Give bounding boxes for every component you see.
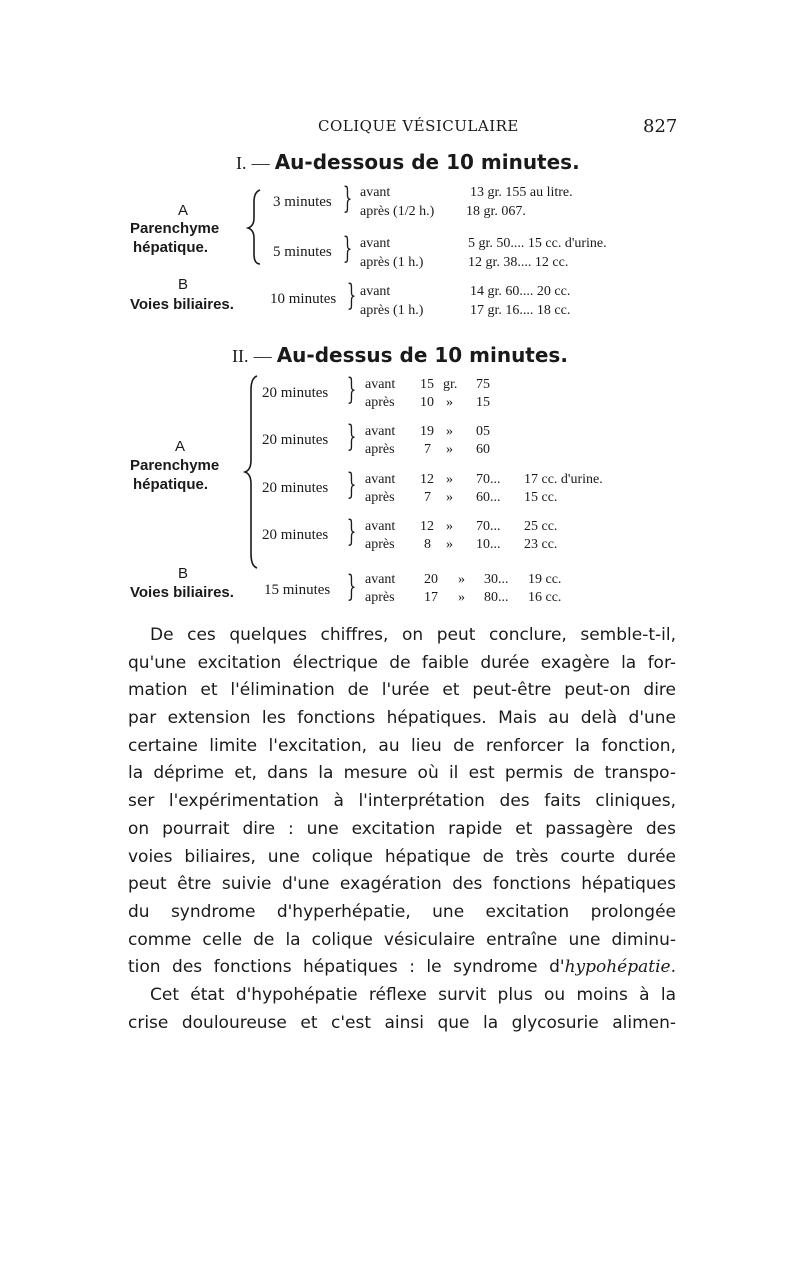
section-1-title: Au-dessous de 10 minutes. (274, 150, 580, 174)
s1-a-row1-after-value: 18 gr. 067. (466, 204, 526, 219)
s1-group-a-letter: A (178, 202, 189, 219)
s1-a-row2-duration: 5 minutes (273, 244, 332, 260)
s1-group-b-label: Voies biliaires. (130, 296, 234, 313)
s1-a-row2-before: avant (360, 236, 391, 251)
body-line: certaine limite l'excitation, au lieu de renforcer la fonction, (128, 735, 676, 756)
s2-a-row3-b3: » (446, 472, 453, 487)
s2-a-row1-b4: 75 (476, 377, 490, 392)
s2-a-row2-a2: 7 (424, 442, 431, 457)
section-1-heading (236, 150, 580, 174)
s1-a-row2-brace: } (342, 231, 353, 266)
s2-a-row3-a4: 60... (476, 490, 501, 505)
s2-a-row3-b2: 12 (420, 472, 434, 487)
section-1-dash: — (251, 153, 270, 173)
s2-b-row1-brace: } (346, 569, 357, 604)
s2-b-row1-a2: 17 (424, 590, 438, 605)
s1-b-row1-after-value: 17 gr. 16.... 18 cc. (470, 303, 571, 318)
s2-a-row3-b5: 17 cc. d'urine. (524, 472, 603, 487)
s2-group-a-label-1: Parenchyme (130, 457, 220, 474)
body-text (128, 622, 676, 1037)
s2-a-row1-a1: après (365, 395, 395, 410)
body-line: voies biliaires, une colique hépatique de très courte durée (128, 846, 676, 867)
italic-term: hypohépatie. (564, 957, 676, 978)
s2-a-row4-b4: 70... (476, 519, 501, 534)
s2-b-row1-b1: avant (365, 572, 396, 587)
s2-b-row1-a4: 80... (484, 590, 509, 605)
s2-b-row1-b3: » (458, 572, 465, 587)
s2-a-row1-brace: } (346, 372, 357, 407)
s1-a-row1-after: après (1/2 h.) (360, 204, 435, 219)
s2-group-b-letter: B (178, 565, 189, 582)
s2-a-row4-b5: 25 cc. (524, 519, 558, 534)
body-line: mation et l'élimination de l'urée et peut-être peut-on dire (128, 680, 676, 701)
s1-group-a-label-2: hépatique. (133, 239, 209, 256)
s2-b-row1-b2: 20 (424, 572, 438, 587)
s2-a-row4-a1: après (365, 537, 395, 552)
section-2-title: Au-dessus de 10 minutes. (276, 343, 568, 367)
s2-a-row1-duration: 20 minutes (262, 385, 329, 401)
s2-a-row3-a3: » (446, 490, 453, 505)
s2-a-row2-brace: } (346, 419, 357, 454)
s2-a-row1-a3: » (446, 395, 453, 410)
s2-a-row3-brace: } (346, 467, 357, 502)
body-line: crise douloureuse et c'est ainsi que la glycosurie alimen- (128, 1012, 676, 1033)
s2-a-row3-a2: 7 (424, 490, 431, 505)
section-2-number: II. (232, 346, 249, 366)
s2-b-row1-b4: 30... (484, 572, 509, 587)
s1-group-a-label-1: Parenchyme (130, 220, 220, 237)
s1-b-row1-brace: } (346, 278, 357, 313)
s2-a-row1-a2: 10 (420, 395, 434, 410)
s2-b-row1-a3: » (458, 590, 465, 605)
body-line: la déprime et, dans la mesure où il est permis de transpo- (128, 763, 676, 784)
page-number: 827 (643, 116, 678, 137)
s1-a-row2-after: après (1 h.) (360, 255, 424, 270)
s1-b-row1-before: avant (360, 284, 391, 299)
s2-a-row2-b4: 05 (476, 424, 490, 439)
body-line-13 (128, 954, 676, 982)
s2-a-row2-a1: après (365, 442, 395, 457)
s2-b-row1-b5: 19 cc. (528, 572, 562, 587)
s2-a-row2-a4: 60 (476, 442, 490, 457)
section-2-heading (232, 343, 568, 367)
s2-a-row4-a4: 10... (476, 537, 501, 552)
s1-a-row1-duration: 3 minutes (273, 194, 332, 210)
s2-a-row3-b4: 70... (476, 472, 501, 487)
s2-a-row4-a2: 8 (424, 537, 431, 552)
s2-b-row1-duration: 15 minutes (264, 582, 331, 598)
s2-a-row1-b2: 15 (420, 377, 434, 392)
s2-a-row1-a4: 15 (476, 395, 490, 410)
s2-a-row4-b3: » (446, 519, 453, 534)
s2-a-row3-a5: 15 cc. (524, 490, 558, 505)
s2-group-a-label-2: hépatique. (133, 476, 209, 493)
s2-a-row3-duration: 20 minutes (262, 480, 329, 496)
s2-a-row4-brace: } (346, 514, 357, 549)
s1-group-a-big-brace (246, 188, 266, 266)
s1-a-row1-brace: } (342, 181, 353, 216)
section-1-number: I. (236, 153, 247, 173)
s1-a-row2-after-value: 12 gr. 38.... 12 cc. (468, 255, 569, 270)
body-line: ser l'expérimentation à l'interprétation des faits cliniques, (128, 791, 676, 812)
body-line: du syndrome d'hyperhépatie, une excitation prolongée (128, 901, 676, 922)
s1-b-row1-duration: 10 minutes (270, 291, 337, 307)
s2-b-row1-a5: 16 cc. (528, 590, 562, 605)
s2-a-row3-a1: après (365, 490, 395, 505)
s2-a-row2-a3: » (446, 442, 453, 457)
s1-b-row1-before-value: 14 gr. 60.... 20 cc. (470, 284, 571, 299)
s2-a-row3-b1: avant (365, 472, 396, 487)
body-line: De ces quelques chiffres, on peut conclure, semble-t-il, (150, 625, 676, 645)
body-line: par extension les fonctions hépatiques. Mais au delà d'une (128, 708, 676, 729)
s1-a-row1-before: avant (360, 185, 391, 200)
section-2-dash: — (253, 346, 272, 366)
s1-group-b-letter: B (178, 276, 189, 293)
s2-a-row1-b3: gr. (443, 377, 458, 392)
running-title: COLIQUE VÉSICULAIRE (318, 117, 519, 135)
s2-b-row1-a1: après (365, 590, 395, 605)
body-line-13-text: tion des fonctions hépatiques : le syndrome d' (128, 957, 565, 978)
s2-a-row2-duration: 20 minutes (262, 432, 329, 448)
s2-a-row4-duration: 20 minutes (262, 527, 329, 543)
body-line: peut être suivie d'une exagération des fonctions hépatiques (128, 874, 676, 895)
body-line: comme celle de la colique vésiculaire entraîne une diminu- (128, 929, 676, 950)
s2-a-row4-b2: 12 (420, 519, 434, 534)
body-line: qu'une excitation électrique de faible durée exagère la for- (128, 652, 676, 673)
body-line: on pourrait dire : une excitation rapide et passagère des (128, 818, 676, 839)
s2-a-row1-b1: avant (365, 377, 396, 392)
s1-b-row1-after: après (1 h.) (360, 303, 424, 318)
s2-group-a-letter: A (175, 438, 186, 455)
s2-a-row2-b3: » (446, 424, 453, 439)
s2-a-row2-b2: 19 (420, 424, 434, 439)
s2-a-row4-b1: avant (365, 519, 396, 534)
s2-a-row4-a3: » (446, 537, 453, 552)
s2-group-b-label: Voies biliaires. (130, 584, 234, 601)
s2-a-row2-b1: avant (365, 424, 396, 439)
body-line: Cet état d'hypohépatie réflexe survit plus ou moins à la (150, 984, 676, 1005)
s2-group-a-big-brace (243, 374, 263, 570)
s1-a-row2-before-value: 5 gr. 50.... 15 cc. d'urine. (468, 236, 607, 251)
s2-a-row4-a5: 23 cc. (524, 537, 558, 552)
s1-a-row1-before-value: 13 gr. 155 au litre. (470, 185, 573, 200)
